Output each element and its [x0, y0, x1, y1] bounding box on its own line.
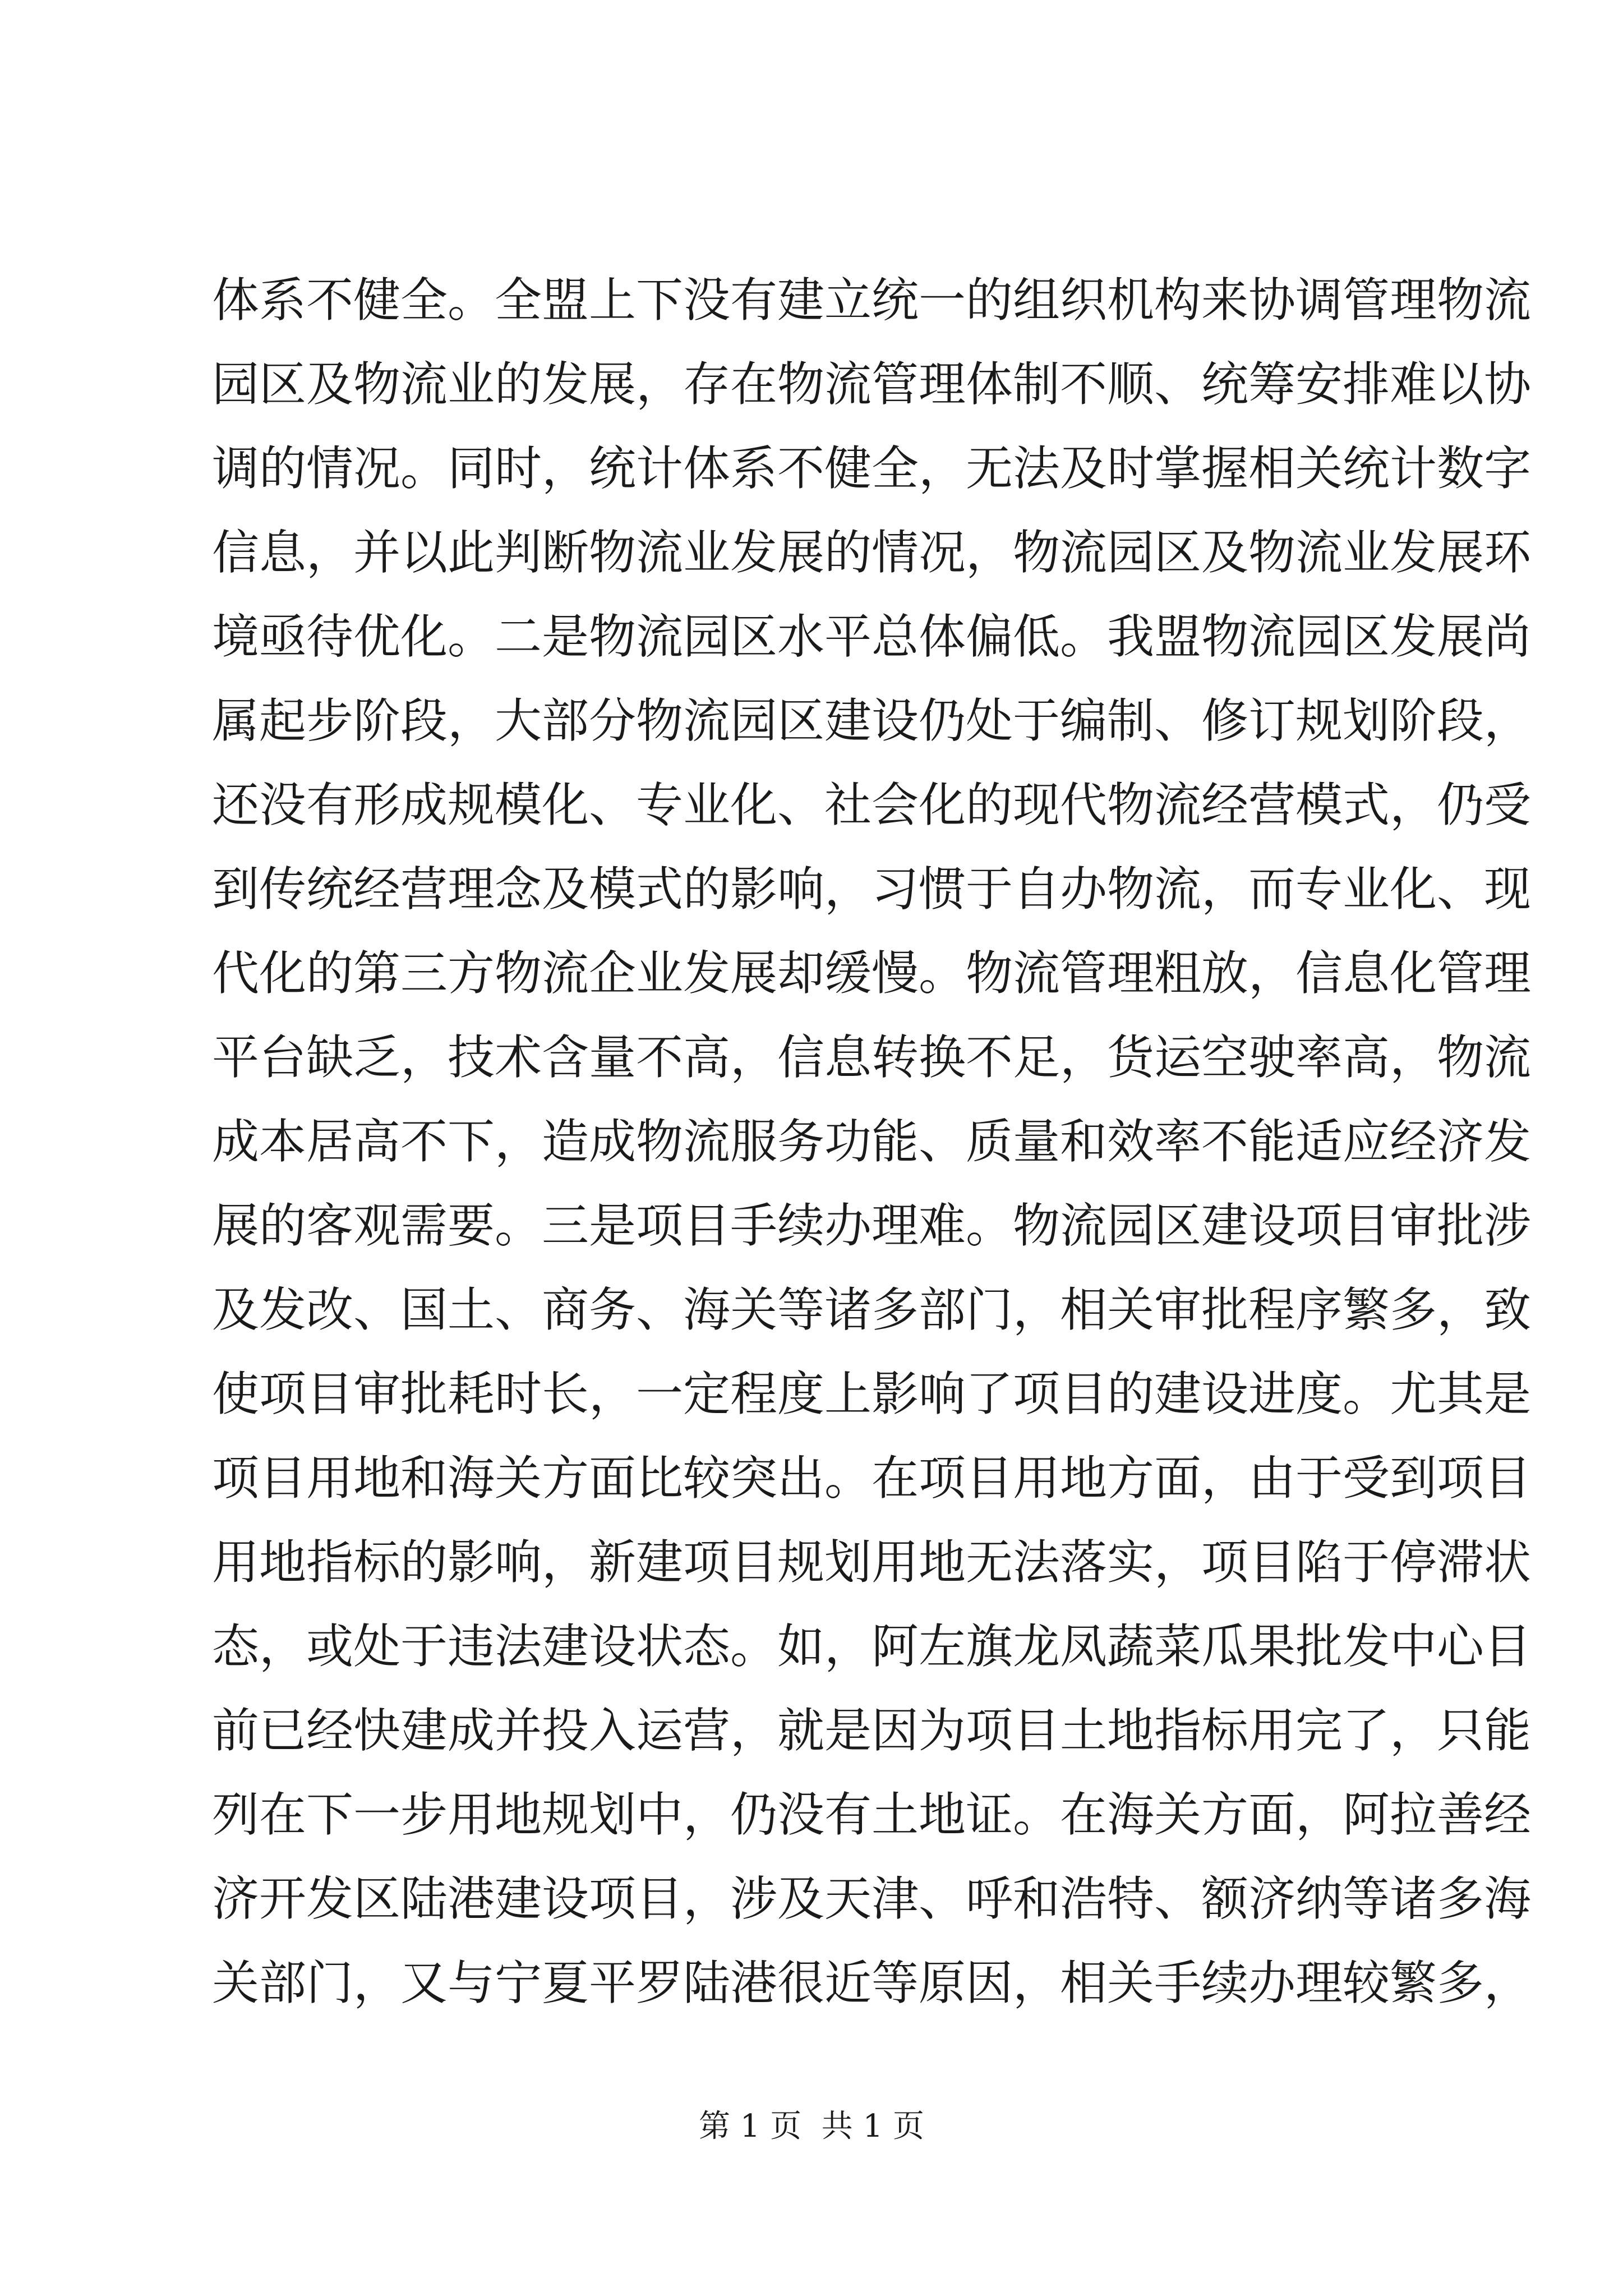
text-line: 园区及物流业的发展，存在物流管理体制不顺、统筹安排难以协: [212, 357, 1532, 412]
text-line: 用地指标的影响，新建项目规划用地无法落实，项目陷于停滞状: [212, 1535, 1532, 1590]
text-line: 境亟待优化。二是物流园区水平总体偏低。我盟物流园区发展尚: [212, 609, 1532, 664]
body-paragraph: [212, 258, 1532, 2025]
text-line: 到传统经营理念及模式的影响，习惯于自办物流，而专业化、现: [212, 862, 1532, 917]
text-line: 济开发区陆港建设项目，涉及天津、呼和浩特、额济纳等诸多海: [212, 1871, 1532, 1926]
text-line: 展的客观需要。三是项目手续办理难。物流园区建设项目审批涉: [212, 1198, 1532, 1253]
text-line: 项目用地和海关方面比较突出。在项目用地方面，由于受到项目: [212, 1451, 1532, 1506]
text-line: 信息，并以此判断物流业发展的情况，物流园区及物流业发展环: [212, 525, 1532, 580]
text-line: 使项目审批耗时长，一定程度上影响了项目的建设进度。尤其是: [212, 1366, 1532, 1421]
text-line: 关部门，又与宁夏平罗陆港很近等原因，相关手续办理较繁多，: [212, 1955, 1532, 2010]
text-line: 调的情况。同时，统计体系不健全，无法及时掌握相关统计数字: [212, 441, 1532, 496]
text-line: 还没有形成规模化、专业化、社会化的现代物流经营模式，仍受: [212, 777, 1532, 832]
text-line: 及发改、国土、商务、海关等诸多部门，相关审批程序繁多，致: [212, 1282, 1532, 1337]
text-line: 平台缺乏，技术含量不高，信息转换不足，货运空驶率高，物流: [212, 1030, 1532, 1085]
page-number-footer: 第 1 页 共 1 页: [698, 2108, 925, 2145]
text-line: 态，或处于违法建设状态。如，阿左旗龙凤蔬菜瓜果批发中心目: [212, 1619, 1532, 1674]
text-line: 成本居高不下，造成物流服务功能、质量和效率不能适应经济发: [212, 1114, 1532, 1169]
text-line: 列在下一步用地规划中，仍没有土地证。在海关方面，阿拉善经: [212, 1787, 1532, 1842]
text-line: 属起步阶段，大部分物流园区建设仍处于编制、修订规划阶段，: [212, 693, 1532, 748]
text-line: 前已经快建成并投入运营，就是因为项目土地指标用完了，只能: [212, 1703, 1532, 1758]
text-line: 体系不健全。全盟上下没有建立统一的组织机构来协调管理物流: [212, 273, 1532, 328]
text-line: 代化的第三方物流企业发展却缓慢。物流管理粗放，信息化管理: [212, 946, 1532, 1001]
